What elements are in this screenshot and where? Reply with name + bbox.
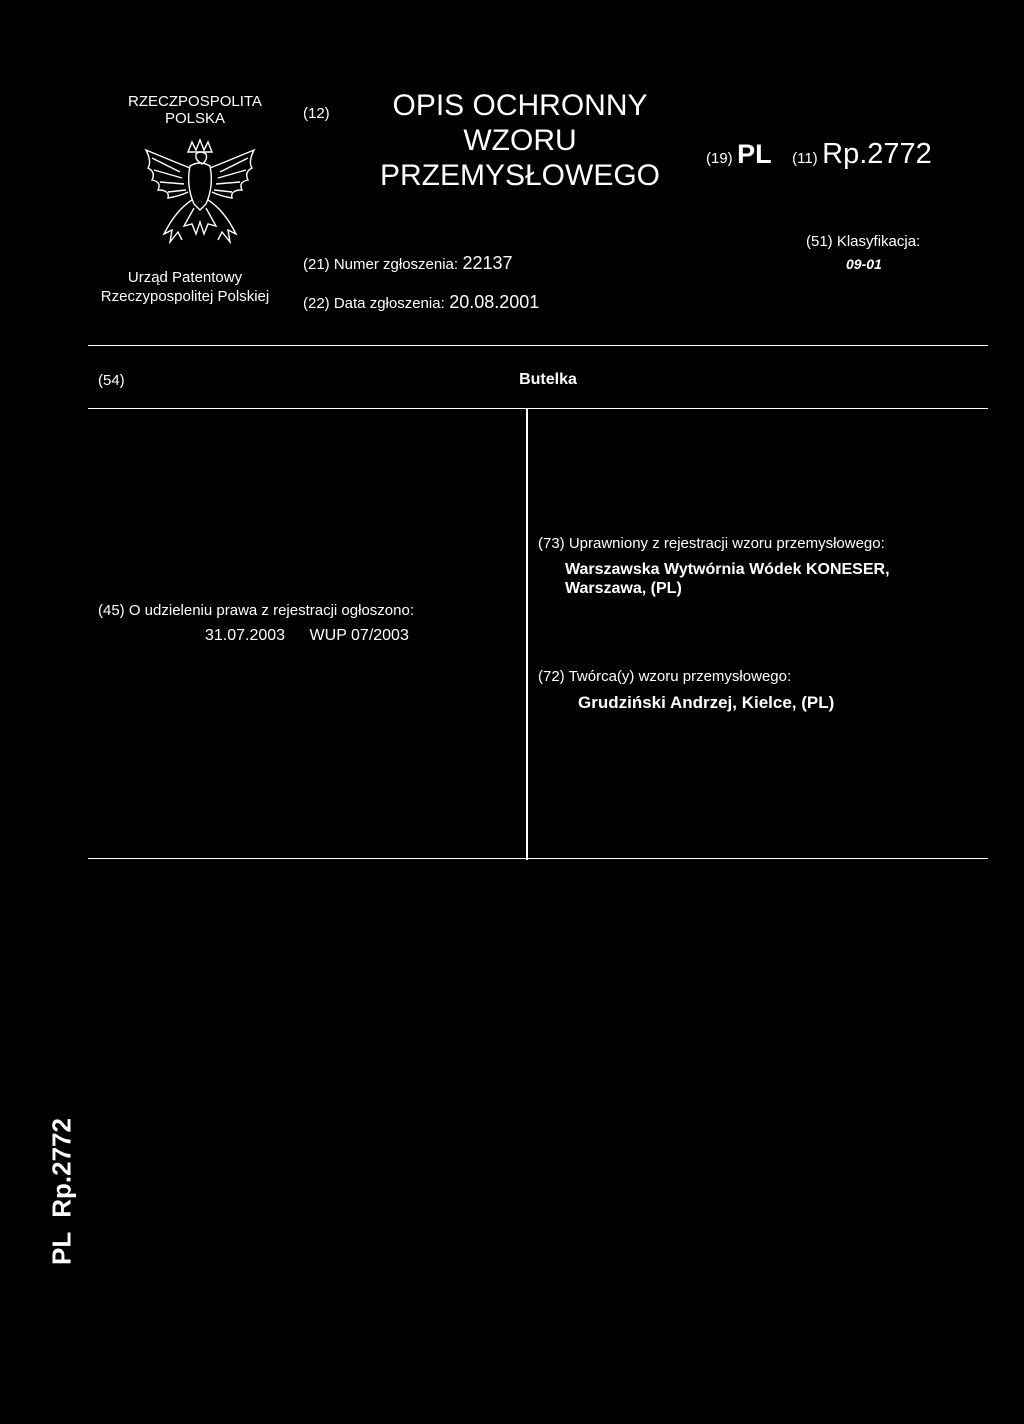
country-line-2: POLSKA [164, 110, 226, 127]
code-19: (19) [706, 150, 733, 167]
country-line-1: RZECZPOSPOLITA [128, 93, 262, 110]
title-line-3: PRZEMYSŁOWEGO [379, 159, 661, 192]
holder-line-2: Warszawa, (PL) [565, 580, 682, 597]
divider-bottom [88, 858, 988, 859]
title-line-1: OPIS OCHRONNY [392, 89, 648, 122]
registration-number: Rp.2772 [822, 138, 932, 170]
grant-label: (45) O udzieleniu prawa z rejestracji ogłoszono: [98, 602, 414, 619]
code-12: (12) [303, 105, 330, 122]
column-divider [526, 408, 528, 860]
patent-office [80, 268, 290, 306]
application-date-value: 20.08.2001 [449, 292, 540, 312]
divider-title [88, 408, 988, 409]
application-date-label: (22) Data zgłoszenia: [303, 295, 445, 312]
eagle-emblem [140, 138, 260, 253]
holder-label: (73) Uprawniony z rejestracji wzoru przemysłowego: [538, 535, 885, 552]
creator-label: (72) Twórca(y) wzoru przemysłowego: [538, 668, 792, 685]
office-line-1: Urząd Patentowy [127, 269, 243, 286]
application-number-value: 22137 [462, 253, 513, 273]
application-number-label: (21) Numer zgłoszenia: [303, 256, 459, 273]
grant-bulletin: WUP 07/2003 [309, 627, 409, 644]
grant-info [205, 627, 409, 645]
divider-top [88, 345, 988, 346]
application-number [303, 253, 513, 274]
code-11: (11) [792, 150, 818, 167]
publication-codes [706, 138, 932, 172]
classification-value: 09-01 [846, 256, 882, 272]
holder-line-1: Warszawska Wytwórnia Wódek KONESER, [565, 561, 890, 578]
office-line-2: Rzeczypospolitej Polskiej [100, 288, 270, 305]
country-name [100, 93, 290, 127]
document-title [350, 88, 690, 193]
side-label: PL Rp.2772 [46, 1118, 77, 1265]
holder-name [565, 560, 890, 598]
creator-name: Grudziński Andrzej, Kielce, (PL) [578, 693, 835, 712]
country-code: PL [737, 139, 772, 169]
code-54: (54) [98, 372, 125, 389]
title-line-2: WZORU [463, 124, 577, 157]
design-title: Butelka [519, 371, 577, 388]
application-date [303, 292, 539, 313]
eagle-icon [140, 138, 260, 253]
grant-date: 31.07.2003 [205, 627, 286, 644]
classification-label: (51) Klasyfikacja: [806, 233, 921, 250]
